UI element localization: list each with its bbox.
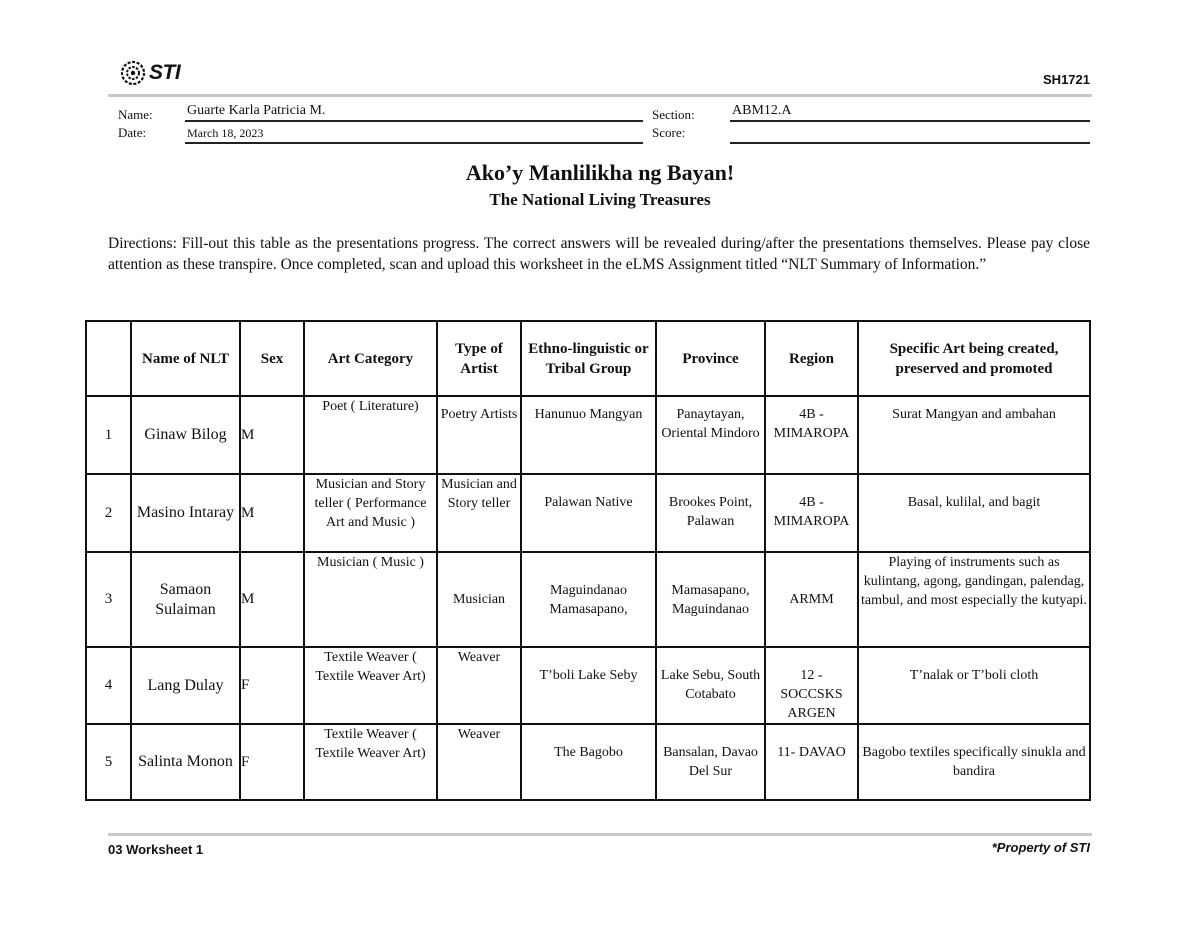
nlt-sex[interactable]: M xyxy=(240,396,304,474)
table-row xyxy=(86,647,1090,724)
score-field[interactable] xyxy=(730,124,1090,144)
page-title: Ako’y Manlilikha ng Bayan! xyxy=(465,160,735,185)
specific-art[interactable]: Playing of instruments such as kulintang, agong, gandingan, palendag, tambul, and most especially the kutyapi. xyxy=(858,552,1090,647)
tribal-group[interactable]: Hanunuo Mangyan xyxy=(521,396,656,474)
province[interactable]: Brookes Point, Palawan xyxy=(656,474,765,552)
nlt-name[interactable]: Lang Dulay xyxy=(131,647,240,724)
nlt-sex[interactable]: F xyxy=(240,647,304,724)
row-number: 4 xyxy=(86,647,131,724)
footer-divider xyxy=(108,833,1092,836)
header-name: Name of NLT xyxy=(131,321,240,396)
province[interactable]: Mamasapano, Maguindanao xyxy=(656,552,765,647)
name-field[interactable]: Guarte Karla Patricia M. xyxy=(185,102,643,122)
header-specific-art: Specific Art being created, preserved and promoted xyxy=(858,321,1090,396)
date-field[interactable]: March 18, 2023 xyxy=(185,124,643,144)
art-category[interactable]: Musician ( Music ) xyxy=(304,552,437,647)
row-number: 5 xyxy=(86,724,131,800)
artist-type[interactable]: Poetry Artists xyxy=(437,396,521,474)
header-sex: Sex xyxy=(240,321,304,396)
nlt-name[interactable]: Masino Intaray xyxy=(131,474,240,552)
header-type: Type of Artist xyxy=(437,321,521,396)
section-field[interactable]: ABM12.A xyxy=(730,102,1090,122)
table-header-row xyxy=(86,321,1090,396)
art-category[interactable]: Textile Weaver ( Textile Weaver Art) xyxy=(304,724,437,800)
sti-logo xyxy=(118,60,180,86)
nlt-table xyxy=(85,320,1091,801)
table-row xyxy=(86,396,1090,474)
row-number: 1 xyxy=(86,396,131,474)
header-group: Ethno-linguistic or Tribal Group xyxy=(521,321,656,396)
property-notice: *Property of STI xyxy=(991,840,1090,855)
row-number: 2 xyxy=(86,474,131,552)
region[interactable]: ARMM xyxy=(765,552,858,647)
name-label: Name: xyxy=(118,107,153,122)
region[interactable]: 12 - SOCCSKS ARGEN xyxy=(765,647,858,724)
table-row xyxy=(86,552,1090,647)
header-art-category: Art Category xyxy=(304,321,437,396)
art-category[interactable]: Musician and Story teller ( Performance Art and Music ) xyxy=(304,474,437,552)
specific-art[interactable]: T’nalak or T’boli cloth xyxy=(858,647,1090,724)
tribal-group[interactable]: Palawan Native xyxy=(521,474,656,552)
artist-type[interactable]: Weaver xyxy=(437,724,521,800)
table-row xyxy=(86,724,1090,800)
nlt-sex[interactable]: F xyxy=(240,724,304,800)
tribal-group[interactable]: Maguindanao Mamasapano, xyxy=(521,552,656,647)
province[interactable]: Bansalan, Davao Del Sur xyxy=(656,724,765,800)
table-row xyxy=(86,474,1090,552)
header-divider xyxy=(108,94,1092,97)
artist-type[interactable]: Weaver xyxy=(437,647,521,724)
footer-label: 03 Worksheet 1 xyxy=(108,842,204,857)
header-region: Region xyxy=(765,321,858,396)
directions-text: Directions: Fill-out this table as the presentations progress. The correct answers will be revealed during/after the presentations themselves. Please pay close attention as these transpire. Once completed, scan and upload this worksheet in the eLMS Assignment titled “NLT Summary of Information.” xyxy=(108,235,1090,273)
nlt-sex[interactable]: M xyxy=(240,552,304,647)
region[interactable]: 4B - MIMAROPA xyxy=(765,474,858,552)
section-label: Section: xyxy=(652,107,695,122)
specific-art[interactable]: Bagobo textiles specifically sinukla and bandira xyxy=(858,724,1090,800)
globe-icon xyxy=(118,60,148,86)
region[interactable]: 4B - MIMAROPA xyxy=(765,396,858,474)
nlt-name[interactable]: Ginaw Bilog xyxy=(131,396,240,474)
tribal-group[interactable]: T’boli Lake Seby xyxy=(521,647,656,724)
region[interactable]: 11- DAVAO xyxy=(765,724,858,800)
specific-art[interactable]: Basal, kulilal, and bagit xyxy=(858,474,1090,552)
nlt-sex[interactable]: M xyxy=(240,474,304,552)
header-num xyxy=(86,321,131,396)
art-category[interactable]: Textile Weaver ( Textile Weaver Art) xyxy=(304,647,437,724)
row-number: 3 xyxy=(86,552,131,647)
specific-art[interactable]: Surat Mangyan and ambahan xyxy=(858,396,1090,474)
nlt-name[interactable]: Salinta Monon xyxy=(131,724,240,800)
nlt-name[interactable]: Samaon Sulaiman xyxy=(131,552,240,647)
header-province: Province xyxy=(656,321,765,396)
artist-type[interactable]: Musician xyxy=(437,552,521,647)
date-label: Date: xyxy=(118,125,147,140)
score-label: Score: xyxy=(652,125,686,140)
document-code: SH1721 xyxy=(1043,72,1090,87)
page-subtitle: The National Living Treasures xyxy=(489,190,711,209)
artist-type[interactable]: Musician and Story teller xyxy=(437,474,521,552)
art-category[interactable]: Poet ( Literature) xyxy=(304,396,437,474)
logo-text: STI xyxy=(149,61,181,84)
province[interactable]: Lake Sebu, South Cotabato xyxy=(656,647,765,724)
province[interactable]: Panaytayan, Oriental Mindoro xyxy=(656,396,765,474)
tribal-group[interactable]: The Bagobo xyxy=(521,724,656,800)
